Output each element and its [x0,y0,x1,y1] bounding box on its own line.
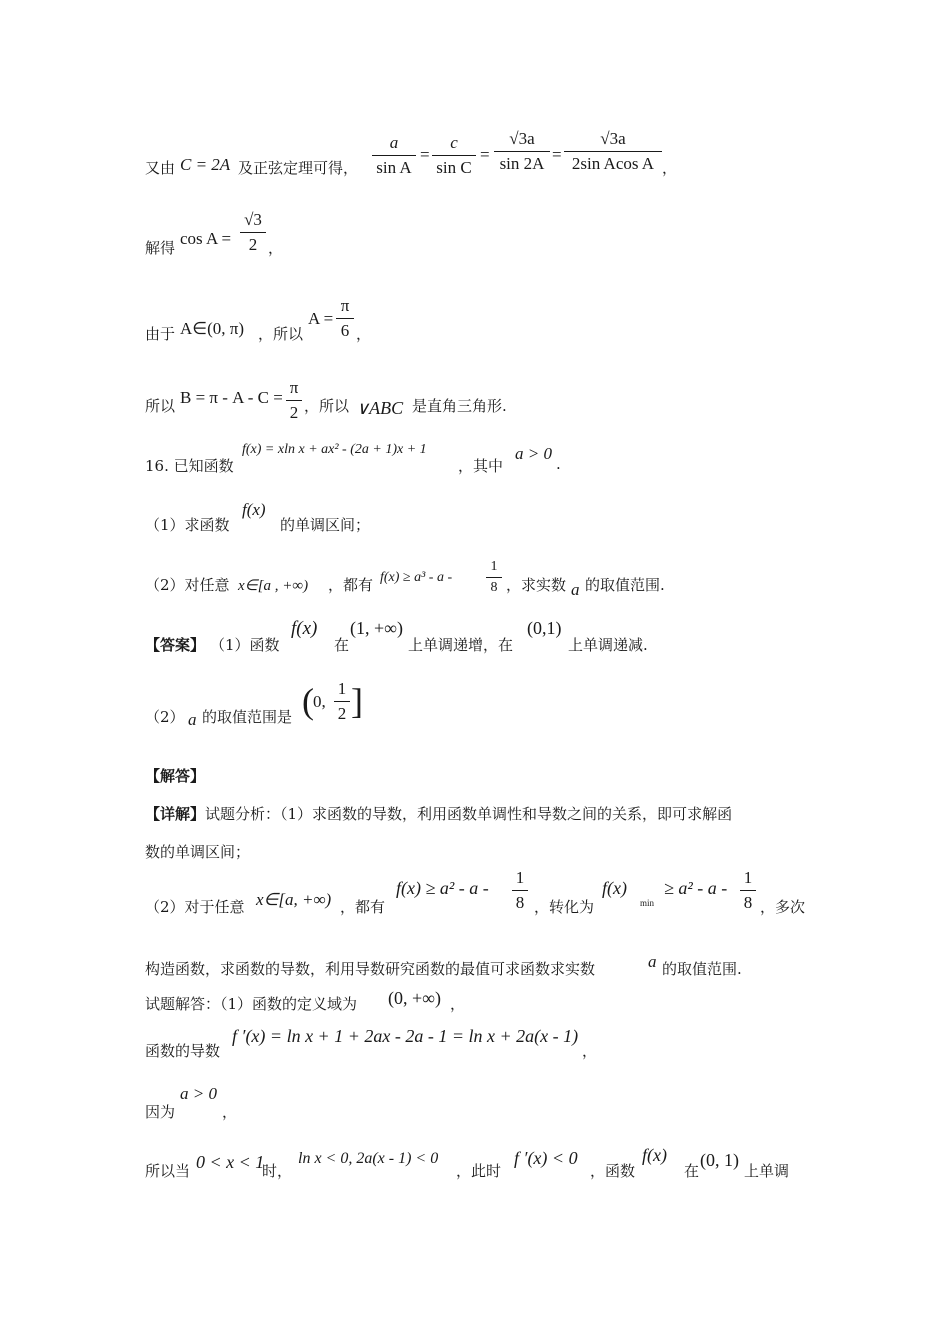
sol1-text: 试题解答：（1）函数的定义域为 [145,995,358,1013]
detail-label: 【详解】 [145,805,206,823]
sol4-suffix: 上单调 [744,1162,790,1180]
sol4-c2: f ′(x) < 0 [514,1148,578,1168]
line3-suffix: ， [356,325,372,343]
frac-root3-2: √3 2 [240,210,266,255]
answer2-lb: 0, [313,692,326,711]
q16-prefix: 16. 已知函数 [145,457,234,475]
left-paren: ( [302,681,314,721]
answer-int2: (0,1) [527,618,562,638]
sol2-expr: f ′(x) = ln x + 1 + 2ax - 2a - 1 = ln x + 2a(x - 1) [232,1026,579,1046]
triangle-ABC: ∨ABC [356,398,404,418]
frac-a-sinA: a sin A [372,133,416,178]
answer-in1: 在 [334,636,350,654]
right-bracket: ] [351,681,363,721]
analysis2-set: x∈[a, +∞) [256,890,332,909]
sol4-t1: 时， [262,1162,293,1180]
line4-suffix: 是直角三角形. [412,397,507,415]
sol3-cond: a > 0 [180,1084,217,1103]
frac-1-2: 1 2 [334,679,350,724]
analysis3-text: 构造函数，求函数的导数，利用导数研究函数的最值可求函数求实数 [145,960,596,978]
sol4-range: 0 < x < 1 [196,1152,265,1172]
line3-prefix: 由于 [145,325,176,343]
sol4-func: f(x) [642,1145,667,1165]
sol4-t3: ，函数 [590,1162,636,1180]
analysis2-ineq2a: f(x) [602,878,627,898]
frac-pi-6: π 6 [336,296,354,341]
q16-func: f(x) = xln x + ax² - (2a + 1)x + 1 [242,442,427,457]
answer-label: 【答案】 [145,636,206,654]
answer-t2: 上单调递减. [568,636,648,654]
answer-func: f(x) [291,618,318,639]
equals-2: = [480,145,490,164]
line3-cond: A∈(0, π) [180,319,244,338]
sol4-c1: ln x < 0, 2a(x - 1) < 0 [298,1150,439,1167]
answer-t1: 上单调递增，在 [408,636,514,654]
sol4-prefix: 所以当 [145,1162,191,1180]
frac-root3a-sin2A: √3a sin 2A [494,129,550,174]
analysis2-mid2: ，转化为 [534,898,595,916]
line3-lhs: A = [308,309,334,328]
line1-suffix: ， [662,159,678,177]
sol3-suffix: ， [222,1103,238,1121]
sol3-prefix: 因为 [145,1103,176,1121]
frac-1-8-b: 1 8 [740,868,756,913]
answer2-mid: 的取值范围是 [202,708,293,726]
detail-paragraph [145,795,810,871]
jieda-label: 【解答】 [145,767,206,785]
analysis2-prefix: （2）对于任意 [145,898,245,916]
line1-eq: C = 2A [180,155,231,174]
q16-1-func: f(x) [242,500,266,519]
frac-root3a-2sinAcosA: √3a 2sin Acos A [564,129,662,174]
line3-mid: ，所以 [258,325,304,343]
line4-mid: ，所以 [304,397,350,415]
frac-1-8: 1 8 [486,559,502,596]
frac-1-8-a: 1 8 [512,868,528,913]
q16-2-prefix: （2）对任意 [145,576,230,594]
q16-2-suffix: 的取值范围. [585,576,665,594]
equals-1: = [420,145,430,164]
answer2-var: a [188,710,197,729]
q16-1-suffix: 的单调区间； [280,516,371,534]
sol1-suffix: ， [450,995,466,1013]
q16-mid: ，其中 [458,457,504,475]
q16-2-var: a [571,580,580,599]
sol1-dom: (0, +∞) [388,988,441,1008]
detail-text1: 试题分析：（1）求函数的导数，利用函数单调性和导数之间的关系，即可求解函 [205,805,733,823]
analysis2-sub: min [640,898,655,908]
q16-2-mid: ，都有 [328,576,374,594]
sol4-int: (0, 1) [700,1150,739,1170]
frac-c-sinC: c sin C [432,133,476,178]
q16-suffix: . [556,455,561,473]
sol4-t2: ，此时 [456,1162,502,1180]
q16-2-set: x∈[a , +∞) [238,578,309,594]
q16-cond: a > 0 [515,444,552,463]
line4-prefix: 所以 [145,397,176,415]
q16-2-mid2: ，求实数 [506,576,567,594]
line4-expr: B = π - A - C = [180,388,283,407]
analysis3-var: a [648,952,657,971]
detail-text2: 数的单调区间； [145,843,251,861]
sol2-suffix: ， [582,1042,598,1060]
answer-p1: （1）函数 [210,636,280,654]
analysis2-ineq2b: ≥ a² - a - [664,878,728,898]
sol4-in: 在 [684,1162,700,1180]
analysis3-suffix: 的取值范围. [662,960,742,978]
q16-2-ineq: f(x) ≥ a³ - a - [380,570,453,585]
analysis2-suffix: ，多次 [760,898,806,916]
sol2-prefix: 函数的导数 [145,1042,221,1060]
answer-int1: (1, +∞) [350,618,403,638]
line2-lhs: cos A = [180,229,232,248]
line1-mid: 及正弦定理可得， [238,159,359,177]
line1-prefix: 又由 [145,159,176,177]
line2-prefix: 解得 [145,239,176,257]
analysis2-mid: ，都有 [340,898,386,916]
frac-pi-2: π 2 [286,378,302,423]
q16-1-prefix: （1）求函数 [145,516,230,534]
line2-suffix: ， [268,239,284,257]
equals-3: = [552,145,562,164]
analysis2-ineq: f(x) ≥ a² - a - [396,878,489,898]
answer2-prefix: （2） [145,708,185,726]
